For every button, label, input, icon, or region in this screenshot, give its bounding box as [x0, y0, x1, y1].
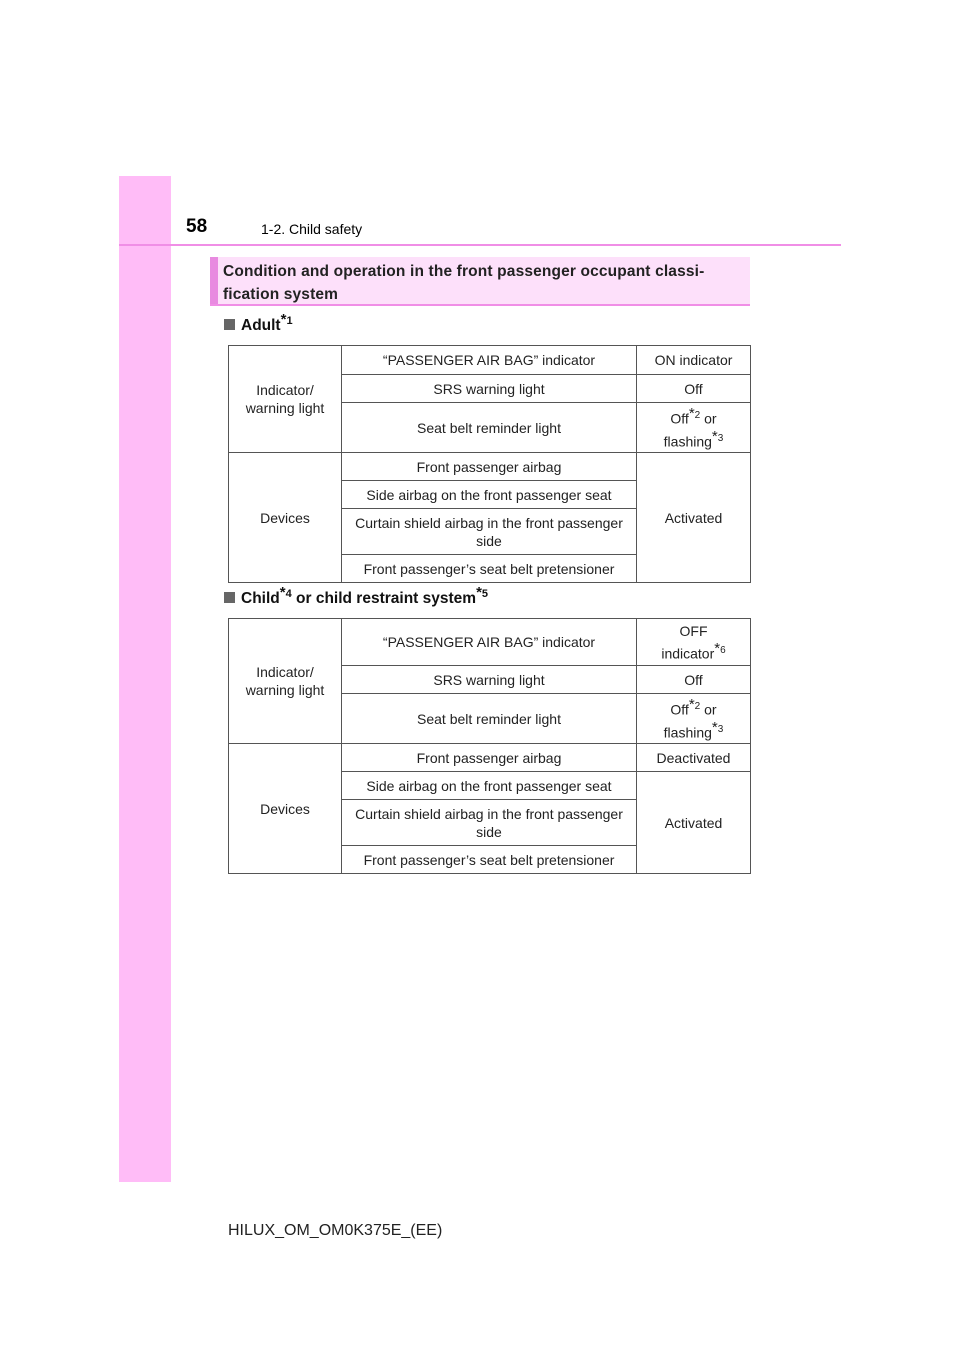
condition-heading-bar	[210, 257, 218, 304]
pretensioner-cell: Front passenger’s seat belt pretensioner	[342, 555, 637, 583]
square-bullet-icon	[224, 319, 235, 330]
curtain-airbag-cell: Curtain shield airbag in the front passenger side	[342, 800, 637, 846]
front-airbag-cell: Front passenger airbag	[342, 744, 637, 772]
page-number: 58	[186, 216, 208, 237]
header-rule	[119, 244, 841, 246]
seatbelt-light-value: Off$^{*2}$ or flashing$^{*3}$	[637, 403, 751, 453]
devices-value: Activated	[637, 772, 751, 874]
airbag-indicator-cell: “PASSENGER AIR BAG” indicator	[342, 346, 637, 375]
footnote-ref: *5	[476, 584, 489, 601]
front-airbag-cell: Front passenger airbag	[342, 453, 637, 481]
seatbelt-light-value: Off$^{*2}$ or flashing$^{*3}$	[637, 694, 751, 744]
devices-value: Activated	[637, 453, 751, 583]
seatbelt-light-cell: Seat belt reminder light	[342, 694, 637, 744]
devices-group-cell: Devices	[229, 453, 342, 583]
seatbelt-light-cell: Seat belt reminder light	[342, 403, 637, 453]
srs-light-value: Off	[637, 375, 751, 403]
airbag-indicator-cell: “PASSENGER AIR BAG” indicator	[342, 619, 637, 666]
indicator-group-cell: Indicator/ warning light	[229, 346, 342, 453]
airbag-indicator-value: OFF indicator$^{*6}$	[637, 619, 751, 666]
srs-light-cell: SRS warning light	[342, 375, 637, 403]
footnote-ref: *4	[279, 584, 292, 601]
indicator-group-cell: Indicator/ warning light	[229, 619, 342, 744]
child-heading: Child$^{*4}$ or child restraint system$^{*5}$	[224, 584, 488, 608]
footnote-ref: *1	[280, 311, 293, 328]
adult-heading-text: Adult	[241, 317, 281, 335]
condition-heading: Condition and operation in the front passenger occupant classi-fication system	[223, 263, 705, 303]
side-airbag-cell: Side airbag on the front passenger seat	[342, 481, 637, 509]
condition-heading-box	[210, 257, 750, 306]
adult-heading	[224, 311, 293, 335]
srs-light-cell: SRS warning light	[342, 666, 637, 694]
devices-group-cell: Devices	[229, 744, 342, 874]
front-airbag-value: Deactivated	[637, 744, 751, 772]
side-margin-band	[119, 176, 171, 1182]
square-bullet-icon	[224, 592, 235, 603]
adult-table	[228, 345, 751, 583]
child-table	[228, 618, 751, 874]
side-airbag-cell: Side airbag on the front passenger seat	[342, 772, 637, 800]
document-code: HILUX_OM_OM0K375E_(EE)	[228, 1222, 443, 1239]
curtain-airbag-cell: Curtain shield airbag in the front passenger side	[342, 509, 637, 555]
srs-light-value: Off	[637, 666, 751, 694]
section-title: 1-2. Child safety	[261, 221, 363, 237]
pretensioner-cell: Front passenger’s seat belt pretensioner	[342, 846, 637, 874]
airbag-indicator-value: ON indicator	[637, 346, 751, 375]
